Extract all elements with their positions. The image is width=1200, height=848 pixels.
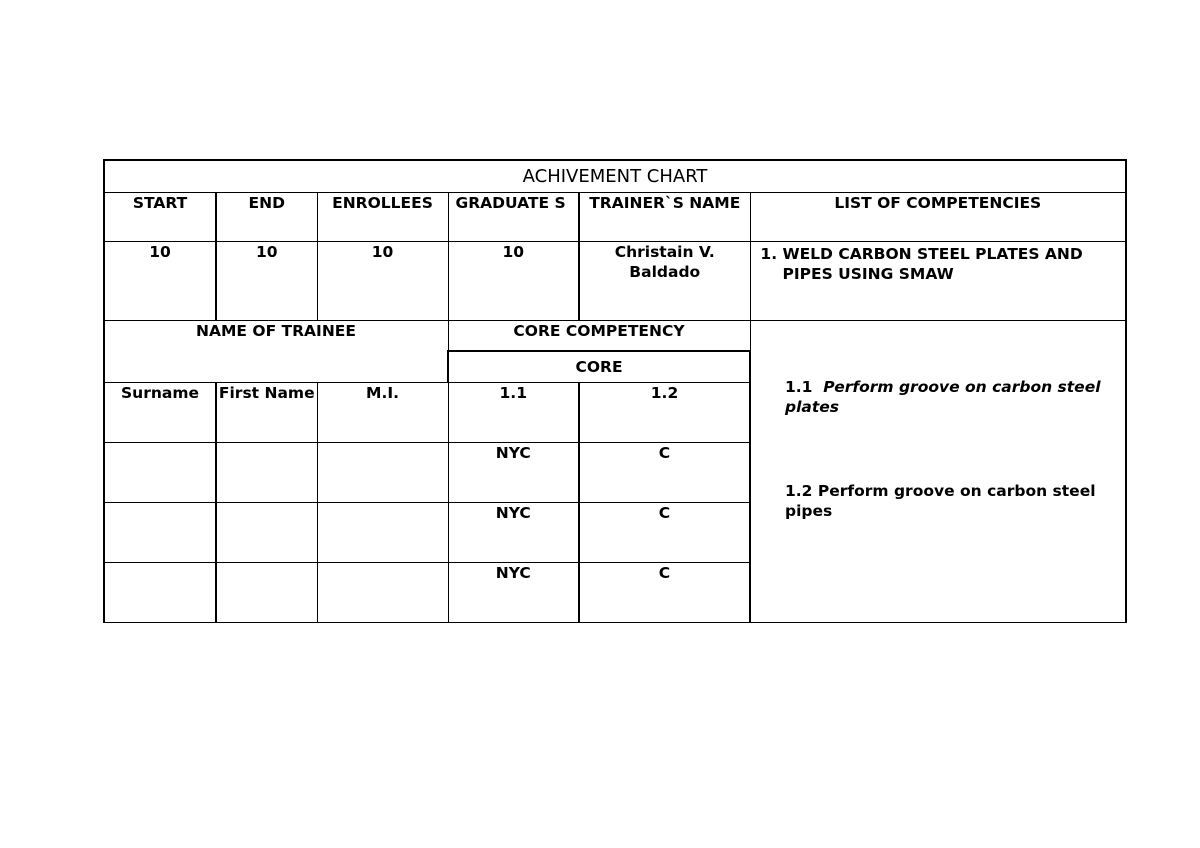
row1-core-1-2: C	[579, 443, 750, 503]
row3-core-1-1: NYC	[448, 563, 579, 623]
header-end: END	[216, 193, 317, 242]
header-start: START	[104, 193, 216, 242]
chart-title: ACHIVEMENT CHART	[104, 160, 1126, 193]
row3-first-name	[216, 563, 317, 623]
competency-item-1: 1. WELD CARBON STEEL PLATES AND PIPES USING SMAW	[783, 244, 1120, 284]
header-graduates: GRADUATE S	[448, 193, 579, 242]
row1-core-1-1: NYC	[448, 443, 579, 503]
row1-surname	[104, 443, 216, 503]
core-competency-header: CORE COMPETENCY	[448, 321, 750, 352]
column-core-1-1: 1.1	[448, 383, 579, 443]
header-trainer-name: TRAINER`S NAME	[579, 193, 750, 242]
core-header: CORE	[448, 351, 750, 383]
row3-surname	[104, 563, 216, 623]
header-list-of-competencies: LIST OF COMPETENCIES	[750, 193, 1126, 242]
header-enrollees: ENROLLEES	[317, 193, 448, 242]
value-start: 10	[104, 242, 216, 321]
value-graduates: 10	[448, 242, 579, 321]
sub-competencies-cell	[750, 321, 1126, 623]
row1-first-name	[216, 443, 317, 503]
row3-mi	[317, 563, 448, 623]
row2-core-1-2: C	[579, 503, 750, 563]
row2-core-1-1: NYC	[448, 503, 579, 563]
sub-competency-1-number: 1.1	[785, 378, 813, 396]
row2-surname	[104, 503, 216, 563]
name-of-trainee-header: NAME OF TRAINEE	[104, 321, 448, 383]
column-core-1-2: 1.2	[579, 383, 750, 443]
row2-mi	[317, 503, 448, 563]
column-mi: M.I.	[317, 383, 448, 443]
sub-competency-1	[785, 377, 1105, 417]
value-trainer-name: Christain V. Baldado	[579, 242, 750, 321]
column-surname: Surname	[104, 383, 216, 443]
sub-competency-2: 1.2 Perform groove on carbon steel pipes	[785, 482, 1096, 520]
competency-list	[757, 244, 1120, 284]
value-end: 10	[216, 242, 317, 321]
row1-mi	[317, 443, 448, 503]
sub-competency-1-text: Perform groove on carbon steel plates	[785, 378, 1101, 416]
column-first-name: First Name	[216, 383, 317, 443]
achievement-chart-table	[103, 159, 1127, 623]
row2-first-name	[216, 503, 317, 563]
value-enrollees: 10	[317, 242, 448, 321]
row3-core-1-2: C	[579, 563, 750, 623]
competency-list-cell	[750, 242, 1126, 321]
